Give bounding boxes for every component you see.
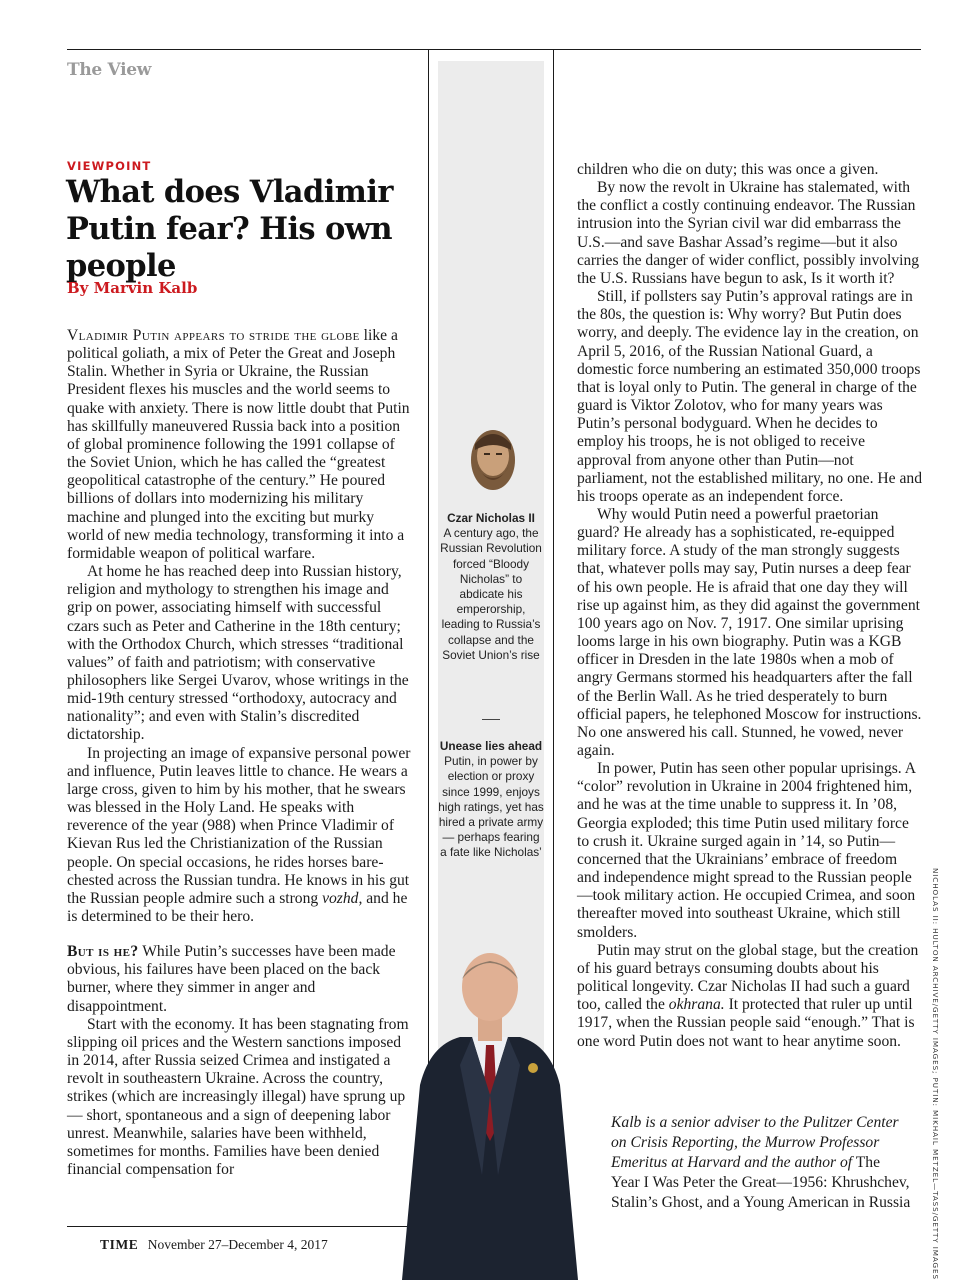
- caption-putin: [438, 739, 544, 861]
- paragraph: At home he has reached deep into Russian history, religion and mythology to strengthen his image and grip on power, associating himself with successful czars such as Peter and Catherine in the 18th century; with the Orthodox Church, which stresses “traditional values” of faith and patriotism; with conservative philosophers like Sergei Uvarov, whose writings in the mid-19th century stressed “orthodoxy, autocracy and nationality”; and even with Stalin’s discredited dictatorship.: [67, 563, 409, 744]
- paragraph: In power, Putin has seen other popular uprisings. A “color” revolution in Ukraine in 2004 frightened him, and he was at the time unable to suppress it. In ’08, Georgia exploded; this time Putin used military force to crush it. Ukraine surged again in ’14, so Putin—concerned that the Ukrainians’ embrace of freedom and independence might spread to the Russian people—took military action. He occupied Crimea, and soon thereafter moved into southeast Ukraine, which still smolders.: [577, 760, 916, 941]
- kicker: VIEWPOINT: [67, 159, 152, 173]
- paragraph-text: and he is determined to be their hero.: [67, 889, 408, 925]
- footer-rule: [67, 1226, 445, 1227]
- section-label: The View: [67, 60, 152, 80]
- paragraph: Why would Putin need a powerful praetorian guard? He already has a sophisticated, re-equipped military force. A study of the man strongly suggests that, whatever polls may say, Putin nurses a deep fear of his own people. He is afraid that one day they will rise up against him, as they did against the government 100 years ago on Nov. 7, 1917. One similar uprising looms large in his own biography. Putin was a KGB officer in Dresden in the late 1980s when a mob of angry Germans stormed his headquarters after the fall of the Berlin Wall. As he tried desperately to burn official papers, he telephoned Moscow for instructions. No one answered his call. Stunned, he vowed, never again.: [577, 505, 922, 759]
- footer: [100, 1237, 328, 1253]
- author-bio: [611, 1113, 911, 1213]
- paragraph-text: While Putin’s successes have been made obvious, his failures have been placed on the back burner, where they simmer in anger and disappointment.: [67, 943, 396, 1015]
- caption-putin-text: Putin, in power by election or proxy since 1999, enjoys high ratings, yet has hired a private army— perhaps fearing a fate like Nicholas’: [438, 754, 544, 860]
- paragraph-text: It protected that ruler up until 1917, when the Russian people said “enough.” That is one word Putin does not want to hear anytime soon.: [577, 996, 915, 1050]
- paragraph: [67, 327, 412, 563]
- article-column-right: [577, 161, 923, 1051]
- caption-separator: [482, 719, 500, 720]
- issue-date: November 27–December 4, 2017: [147, 1237, 328, 1252]
- lead-in-caps: Vladimir Putin appears to stride the globe: [67, 327, 360, 344]
- caption-nicholas-text: A century ago, the Russian Revolution forced “Bloody Nicholas” to abdicate his emperorship, leading to Russia’s collapse and the Soviet Union’s rise: [440, 526, 542, 662]
- caption-putin-title: Unease lies ahead: [439, 739, 543, 753]
- paragraph: children who die on duty; this was once a given.: [577, 161, 879, 178]
- putin-photo: [400, 945, 580, 1280]
- paragraph: Start with the economy. It has been stagnating from slipping oil prices and the Western sanctions imposed in 2014, after Russia seized Crimea and instigated a revolt in southeastern Ukraine. Across the country, strikes (which are increasingly illegal) have sprung up— short, spontaneous and a sign of deepening labor unrest. Meanwhile, salaries have been withheld, sometimes for months. Families have been denied financial compensation for: [67, 1015, 409, 1179]
- paragraph-text: Putin may strut on the global stage, but the creation of his guard betrays consuming doubts about his political longevity. Czar Nicholas II had such a guard too, called the: [577, 941, 919, 1014]
- right-column-divider: [553, 49, 554, 1094]
- article-column-left: [67, 327, 412, 1179]
- subhead-lead: But is he?: [67, 943, 139, 961]
- paragraph: [577, 942, 923, 1051]
- paragraph: By now the revolt in Ukraine has stalemated, with the conflict a costly continuing endeavor. The Russian intrusion into the Syrian civil war did embarrass the U.S.—and save Bashar Assad’s regime—but it also carries the danger of wider conflict, possibly involving the U.S. Russians have begun to ask, Is it worth it?: [577, 179, 920, 287]
- photo-credit: NICHOLAS II: HULTON ARCHIVE/GETTY IMAGES; PUTIN: MIKHAIL METZEL—TASS/GETTY IMAGES: [931, 868, 940, 1280]
- author-bio-text: Kalb is a senior adviser to the Pulitzer Center on Crisis Reporting, the Murrow Professor Emeritus at Harvard and the author of: [611, 1114, 899, 1171]
- paragraph-text: In projecting an image of expansive personal power and influence, Putin leaves little to chance. He wears a large cross, given to him by his mother, that he swears was blessed in the Holy Land. He speaks with reverence of the year (988) when Prince Vladimir of Kievan Rus led the Christianization of the Russian people. On special occasions, he rides horses bare-chested across the Russian tundra. He knows in his gut the Russian people admire such a strong: [67, 744, 411, 907]
- magazine-name: TIME: [100, 1237, 139, 1252]
- author-book-title: The Year I Was Peter the Great—1956: Khrushchev, Stalin’s Ghost, and a Young American in Russia: [611, 1154, 911, 1211]
- caption-nicholas: [438, 511, 544, 663]
- paragraph-text: like a political goliath, a mix of Peter the Great and Joseph Stalin. Whether in Syria or Ukraine, the Russian President flexes his muscles and the world seems to quake with anxiety. There is now little doubt that Putin has skillfully maneuvered Russia back into a position of global prominence following the 1991 collapse of the Soviet Union, which he has called the “greatest geopolitical catastrophe of the century.” He poured billions of dollars into modernizing his military machine and plunged into the exciting but murky world of new media technology, transforming it into a formidable weapon of political warfare.: [67, 327, 410, 562]
- top-rule: [67, 49, 921, 50]
- paragraph: [67, 745, 412, 927]
- byline: By Marvin Kalb: [67, 279, 198, 297]
- paragraph: Still, if pollsters say Putin’s approval ratings are in the 80s, the question is: Why worry? But Putin does worry, and deeply. The evidence lay in the creation, on April 5, 2016, of the Russian National Guard, a domestic force numbering an estimated 350,000 troops that is loyal only to Putin. The general in charge of the guard is Viktor Zolotov, who for many years was Putin’s personal bodyguard. When he decides to employ his troops, he is not obliged to receive approval from anyone other than Putin—not parliament, not the established military, no one. He and his troops operate as an independent force.: [577, 288, 922, 505]
- italic-term: vozhd,: [322, 889, 363, 907]
- caption-nicholas-title: Czar Nicholas II: [447, 511, 535, 525]
- headline: What does Vladimir Putin fear? His own people: [66, 174, 393, 284]
- paragraph: [67, 943, 412, 1016]
- czar-nicholas-portrait: [467, 422, 519, 492]
- italic-term: okhrana.: [668, 996, 725, 1014]
